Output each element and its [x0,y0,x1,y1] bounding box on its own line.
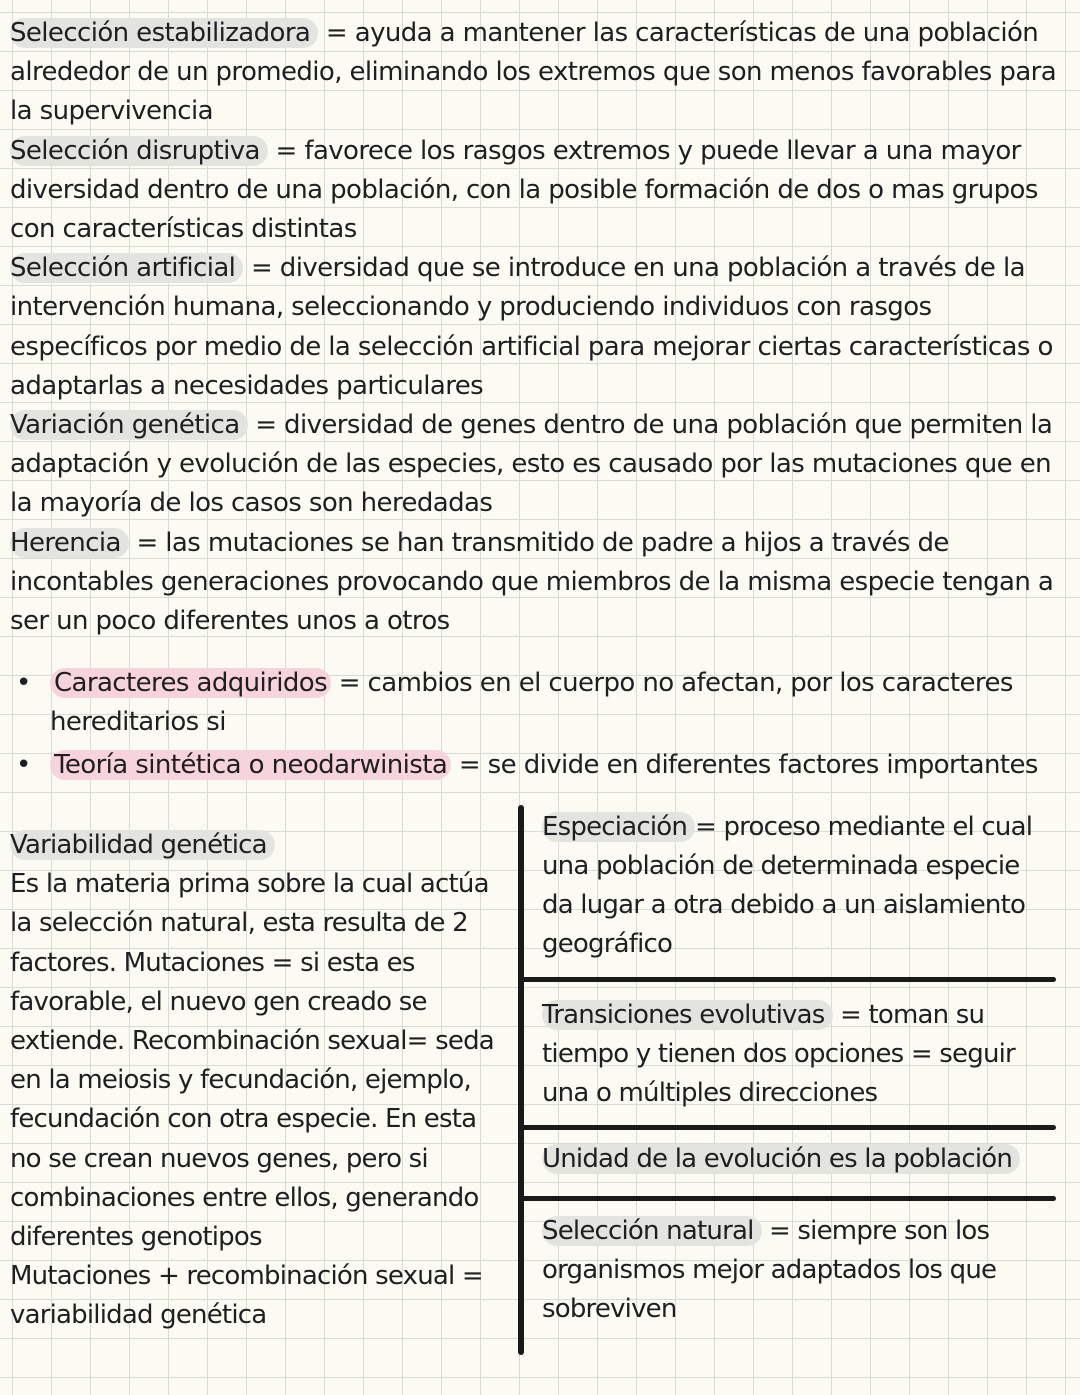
definitions-section [10,14,1070,641]
term-highlight: Transiciones evolutivas [542,1000,833,1030]
cell-evolution-unit [542,1140,1052,1179]
variability-summary: Mutaciones + recombinación sexual = variabilidad genética [10,1261,483,1331]
term-highlight: Variación genética [10,410,248,440]
row-divider [521,1125,1056,1130]
variability-title: Variabilidad genética [10,830,275,860]
definition-text: = diversidad que se introduce en una población a través de la intervención humana, seleccionando y produciendo individuos con rasgos específicos por medio de la selección artificial para mejorar ciertas características o adaptarlas a necesidades particulares [10,253,1053,401]
definition-stabilizing [10,14,1070,132]
term-highlight: Teoría sintética o neodarwinista [50,750,451,780]
term-highlight: Selección natural [542,1216,762,1246]
cell-text: = siempre son los organismos mejor adaptados los que sobreviven [542,1216,997,1324]
definition-disruptive [10,132,1070,250]
definition-artificial [10,249,1070,406]
variability-body: Es la materia prima sobre la cual actúa la selección natural, esta resulta de 2 factores. Mutaciones = si esta es favorable, el nuevo gen creado se extiende. Recombinación sexual= seda en la meiosis y fecundación, ejemplo, fecundación con otra especie. En esta no se crean nuevos genes, pero si combinaciones entre ellos, generando diferentes genotipos [10,869,494,1253]
term-highlight: Selección disruptiva [10,136,268,166]
term-highlight: Caracteres adquiridos [50,668,331,698]
bullet-text: = cambios en el cuerpo no afectan, por los caracteres hereditarios si [50,668,1013,737]
bullet-list [10,664,1070,789]
cell-speciation [542,808,1052,964]
definition-inheritance [10,524,1070,642]
term-highlight: Selección artificial [10,253,243,283]
variability-column [10,826,510,1336]
definition-text: = favorece los rasgos extremos y puede llevar a una mayor diversidad dentro de una población, con la posible formación de dos o mas grupos con características distintas [10,135,1038,245]
bullet-synthetic-theory [10,746,1070,785]
term-highlight: Selección estabilizadora [10,18,318,48]
definition-text: = diversidad de genes dentro de una población que permiten la adaptación y evolución de las especies, esto es causado por las mutaciones que en la mayoría de los casos son heredadas [10,410,1053,519]
definition-genetic-variation [10,406,1070,524]
bullet-acquired-traits [10,664,1070,742]
bullet-text: = se divide en diferentes factores importantes [451,750,1038,780]
term-highlight: Herencia [10,528,129,558]
row-divider [521,977,1056,982]
cell-text: = toman su tiempo y tienen dos opciones = seguir una o múltiples direcciones [542,1000,1015,1108]
bullet-marker: • [16,668,31,698]
definition-text: = ayuda a mantener las características de una población alrededor de un promedio, eliminando los extremos que son menos favorables para la supervivencia [10,18,1057,127]
cell-natural-selection [542,1212,1052,1329]
bullet-marker: • [16,750,31,780]
column-divider [518,805,524,1355]
row-divider [521,1196,1056,1201]
term-highlight: Unidad de la evolución es la población [542,1144,1020,1174]
cell-text: = proceso mediante el cual una población de determinada especie da lugar a otra debido a un aislamiento geográfico [542,812,1033,959]
term-highlight: Especiación [542,812,695,842]
definition-text: = las mutaciones se han transmitido de padre a hijos a través de incontables generaciones provocando que miembros de la misma especie tengan a ser un poco diferentes unos a otros [10,527,1054,637]
cell-evolutionary-transitions [542,996,1052,1113]
